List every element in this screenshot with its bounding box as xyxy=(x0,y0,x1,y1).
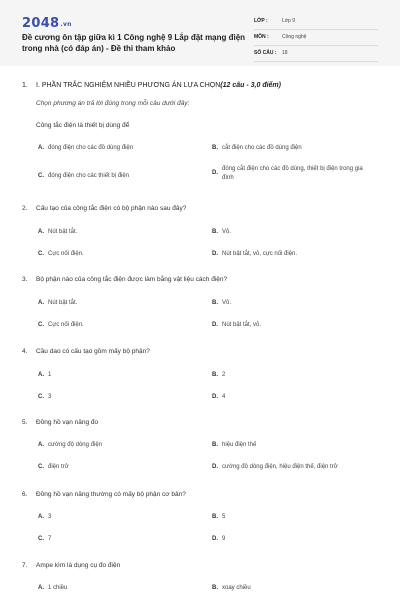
meta-row-class xyxy=(254,14,378,30)
option-text: Cực nối điện. xyxy=(48,322,84,328)
option-text: 9 xyxy=(222,536,226,542)
option-letter: B. xyxy=(212,300,218,306)
question-text xyxy=(22,276,392,283)
option-letter: B. xyxy=(212,145,218,151)
question-body: Cấu tạo của công tắc điện có bộ phận nào sau đây? xyxy=(36,205,187,212)
option-letter: D. xyxy=(212,251,218,257)
option-text: 7 xyxy=(48,536,52,542)
question-number: 2. xyxy=(22,205,28,212)
option-letter: D. xyxy=(212,322,218,328)
section-instruction: Chọn phương án trả lời đúng trong mỗi câu dưới đây: xyxy=(36,100,190,107)
meta-label: LỚP : xyxy=(254,18,268,24)
option-text: cường độ dòng điện, hiệu điện thế, điện trở xyxy=(222,464,338,470)
option-text: 1 chiều xyxy=(48,585,68,591)
option-text: Cực nối điện. xyxy=(48,251,84,257)
option-letter: C. xyxy=(38,322,44,328)
option-text: cắt điện cho các đồ dùng điện xyxy=(222,145,302,151)
option-text: cường độ dòng điện xyxy=(48,442,102,448)
option-text: đóng cắt điện cho các đồ dùng, thiết bị điện trong gia đình xyxy=(222,166,363,181)
question-body: Đồng hồ vạn năng thường có mấy bộ phận cơ bản? xyxy=(36,491,186,498)
option-letter: A. xyxy=(38,372,44,378)
option-letter: A. xyxy=(38,300,44,306)
meta-value[interactable]: Lớp 9 xyxy=(282,18,296,24)
question-text xyxy=(22,562,392,569)
option-text: Nút bật tắt. xyxy=(48,300,78,306)
meta-value[interactable]: Công nghệ xyxy=(282,34,307,40)
option-text: hiệu điện thế xyxy=(222,442,257,448)
option-letter: B. xyxy=(212,585,218,591)
section-title xyxy=(22,82,392,89)
meta-label: SỐ CÂU : xyxy=(254,50,277,56)
option-text: 1 xyxy=(48,372,52,378)
question-text xyxy=(22,205,392,212)
option-letter: B. xyxy=(212,442,218,448)
meta-row-count xyxy=(254,46,378,62)
option-letter: A. xyxy=(38,442,44,448)
section-number: 1. xyxy=(22,82,28,89)
section-subtitle: (12 câu - 3,0 điểm) xyxy=(220,82,281,89)
option-letter: C. xyxy=(38,173,44,179)
question-text: Công tắc điện là thiết bị dùng để xyxy=(36,122,130,129)
question-text xyxy=(22,491,392,498)
question-body: Bộ phận nào của công tắc điện được làm bằng vật liệu cách điện? xyxy=(36,276,228,283)
meta-label: MÔN : xyxy=(254,34,269,40)
document-title: Đề cương ôn tập giữa kì 1 Công nghệ 9 Lắp đặt mạng điện trong nhà (có đáp án) - Đề thi tham khảo xyxy=(22,33,246,53)
option-letter: D. xyxy=(212,170,218,176)
meta-value: 18 xyxy=(282,50,288,56)
option-text: Vỏ. xyxy=(222,300,232,306)
option-letter: C. xyxy=(38,464,44,470)
option-text: Nút bật tắt, vỏ, cực nối điện. xyxy=(222,251,298,257)
section-heading: I. PHẦN TRẮC NGHIỆM NHIỀU PHƯƠNG ÁN LỰA CHỌN xyxy=(36,82,221,89)
document-meta xyxy=(254,14,378,62)
logo-main: 2048 xyxy=(22,16,60,31)
option-letter: B. xyxy=(212,372,218,378)
option-text: Nút bật tắt, vỏ. xyxy=(222,322,262,328)
question-number: 4. xyxy=(22,348,28,355)
option-letter: C. xyxy=(38,394,44,400)
option-letter: A. xyxy=(38,145,44,151)
option-letter: A. xyxy=(38,585,44,591)
option-text: xoay chiều xyxy=(222,585,251,591)
option-text: 3 xyxy=(48,394,52,400)
option-letter: C. xyxy=(38,251,44,257)
option-text: Nút bật tắt. xyxy=(48,229,78,235)
question-body: Ampe kìm là dụng cụ đo điện xyxy=(36,562,121,569)
question-text xyxy=(22,419,392,426)
option-letter: D. xyxy=(212,394,218,400)
option-letter: D. xyxy=(212,464,218,470)
site-logo[interactable] xyxy=(22,16,72,31)
option-text: đóng điện cho các thiết bị điện xyxy=(48,173,130,179)
question-number: 3. xyxy=(22,276,28,283)
option-text: điện trở xyxy=(48,464,69,470)
option-letter: B. xyxy=(212,514,218,520)
option-text: 4 xyxy=(222,394,226,400)
logo-suffix: .vn xyxy=(60,21,72,28)
option-text: Vỏ. xyxy=(222,229,232,235)
page-header xyxy=(0,0,400,66)
option-text: đóng điện cho các đồ dùng điện xyxy=(48,145,134,151)
question-body: Cầu dao có cấu tạo gồm mấy bộ phận? xyxy=(36,348,150,355)
option-text: 3 xyxy=(48,514,52,520)
question-number: 5. xyxy=(22,419,28,426)
question-text xyxy=(22,348,392,355)
option-letter: B. xyxy=(212,229,218,235)
meta-row-subject xyxy=(254,30,378,46)
option-letter: A. xyxy=(38,229,44,235)
option-letter: D. xyxy=(212,536,218,542)
question-number: 7. xyxy=(22,562,28,569)
option-text: 5 xyxy=(222,514,226,520)
option-letter: C. xyxy=(38,536,44,542)
question-body: Đồng hồ vạn năng đo xyxy=(36,419,99,426)
option-text: 2 xyxy=(222,372,226,378)
option-letter: A. xyxy=(38,514,44,520)
question-number: 6. xyxy=(22,491,28,498)
